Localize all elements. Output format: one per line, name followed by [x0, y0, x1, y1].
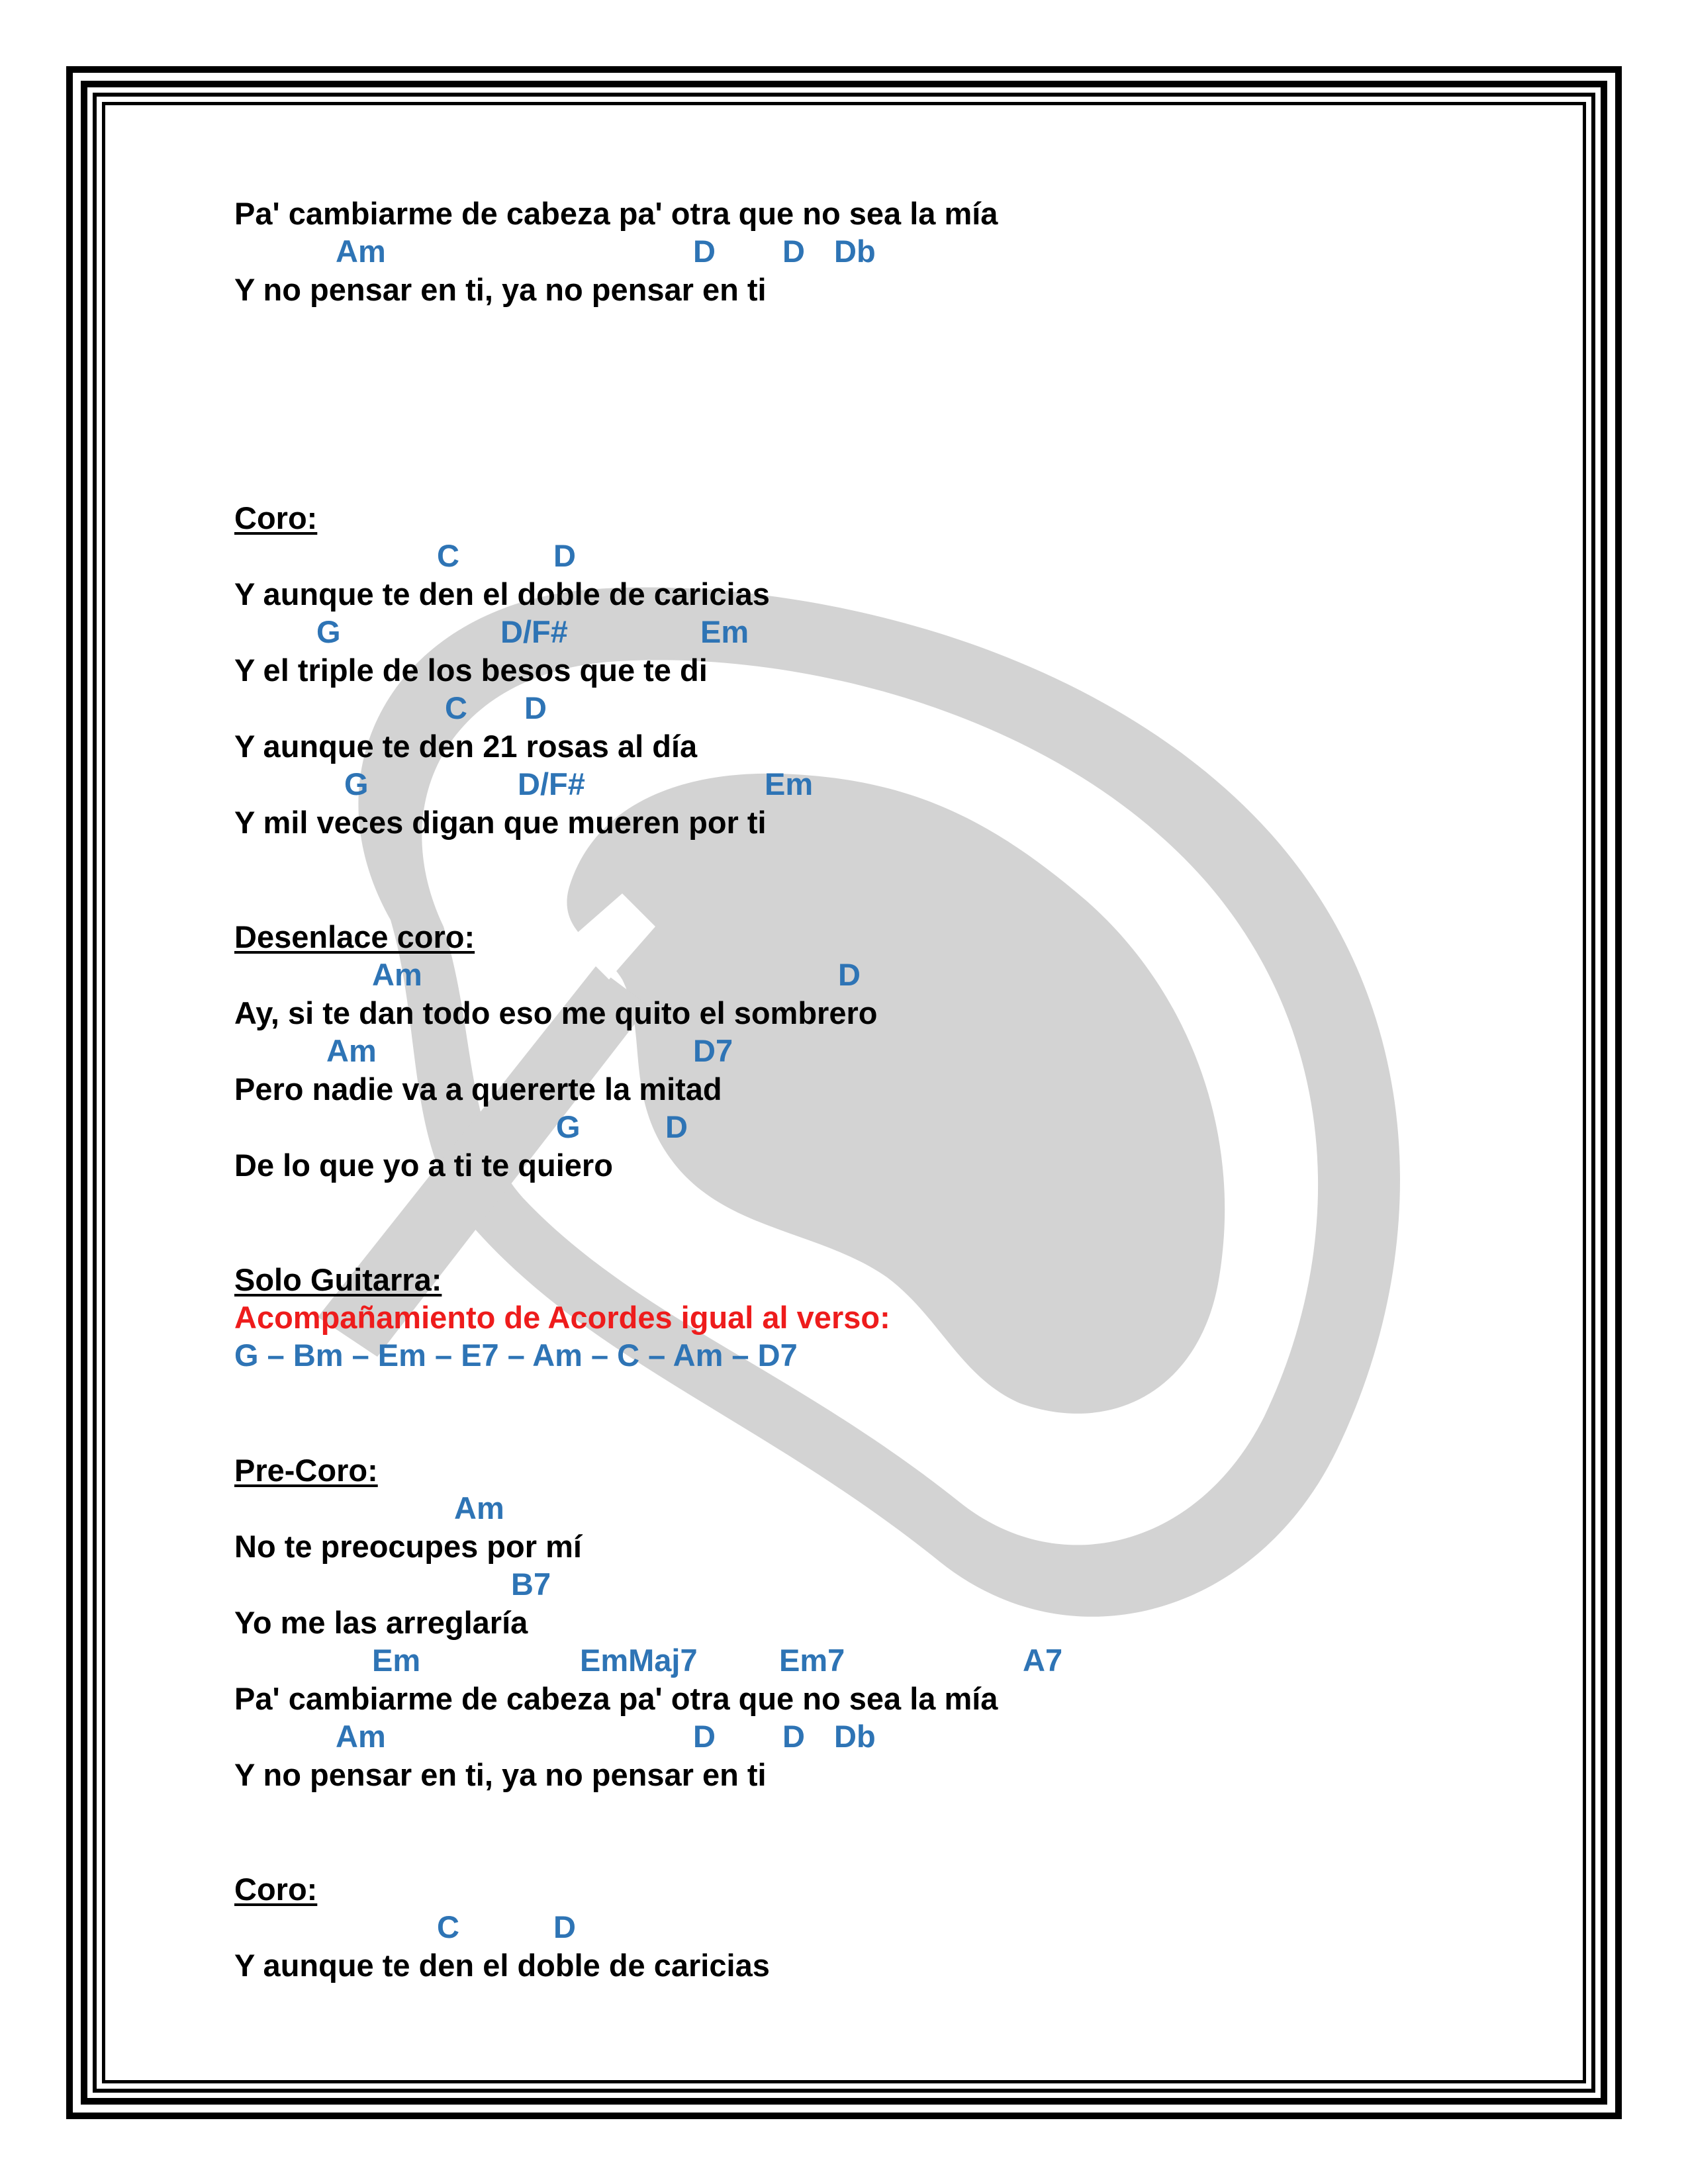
- chord-label: D: [782, 234, 805, 269]
- lyric-line: Ay, si te dan todo eso me quito el sombrero: [234, 995, 878, 1030]
- chord-label: Am: [336, 234, 386, 269]
- chord-label: Am: [454, 1490, 504, 1525]
- chord-progression: G – Bm – Em – E7 – Am – C – Am – D7: [234, 1338, 798, 1373]
- chord-label: C: [437, 1909, 459, 1944]
- chord-label: Em: [372, 1643, 421, 1678]
- chord-label: Em: [700, 614, 749, 649]
- lyric-line: Y aunque te den el doble de caricias: [234, 576, 770, 612]
- section-heading: Coro:: [234, 1872, 318, 1907]
- chord-label: Am: [336, 1719, 386, 1754]
- lyric-line: Pa' cambiarme de cabeza pa' otra que no sea la mía: [234, 1681, 998, 1716]
- chord-label: D: [838, 957, 861, 992]
- chord-label: Db: [834, 1719, 876, 1754]
- lyric-line: Y mil veces digan que mueren por ti: [234, 805, 767, 840]
- lyric-line: Y aunque te den el doble de caricias: [234, 1948, 770, 1983]
- section-heading: Desenlace coro:: [234, 919, 475, 954]
- lyric-line: De lo que yo a ti te quiero: [234, 1148, 613, 1183]
- lyric-line: Y aunque te den 21 rosas al día: [234, 729, 698, 764]
- chord-label: Am: [326, 1033, 377, 1068]
- chord-label: D: [665, 1109, 688, 1144]
- chord-label: D: [693, 1719, 716, 1754]
- chord-label: EmMaj7: [580, 1643, 698, 1678]
- chord-label: D: [553, 1909, 576, 1944]
- lyric-line: Y no pensar en ti, ya no pensar en ti: [234, 1757, 767, 1792]
- chord-label: Am: [372, 957, 422, 992]
- chord-label: G: [344, 766, 369, 801]
- chord-label: G: [556, 1109, 581, 1144]
- section-heading: Solo Guitarra:: [234, 1262, 442, 1297]
- chord-label: C: [437, 538, 459, 573]
- arrangement-note: Acompañamiento de Acordes igual al verso:: [234, 1300, 890, 1335]
- chord-label: Em7: [779, 1643, 845, 1678]
- chord-label: D/F#: [518, 766, 585, 801]
- chord-label: D7: [693, 1033, 733, 1068]
- chord-label: A7: [1023, 1643, 1063, 1678]
- lyric-line: Yo me las arreglaría: [234, 1605, 528, 1640]
- chord-label: D: [693, 234, 716, 269]
- lyric-line: Pa' cambiarme de cabeza pa' otra que no sea la mía: [234, 196, 998, 231]
- lyric-line: No te preocupes por mí: [234, 1529, 582, 1564]
- chord-label: B7: [511, 1567, 551, 1602]
- lyric-line: Y no pensar en ti, ya no pensar en ti: [234, 272, 767, 307]
- chord-label: D: [553, 538, 576, 573]
- chord-label: C: [445, 690, 467, 725]
- lyric-line: Pero nadie va a quererte la mitad: [234, 1071, 722, 1107]
- chord-label: D: [782, 1719, 805, 1754]
- chord-label: D/F#: [500, 614, 568, 649]
- chord-label: Em: [765, 766, 814, 801]
- section-heading: Pre-Coro:: [234, 1453, 378, 1488]
- section-heading: Coro:: [234, 500, 318, 535]
- lyric-line: Y el triple de los besos que te di: [234, 653, 708, 688]
- chord-label: G: [316, 614, 341, 649]
- chord-label: D: [524, 690, 547, 725]
- chord-label: Db: [834, 234, 876, 269]
